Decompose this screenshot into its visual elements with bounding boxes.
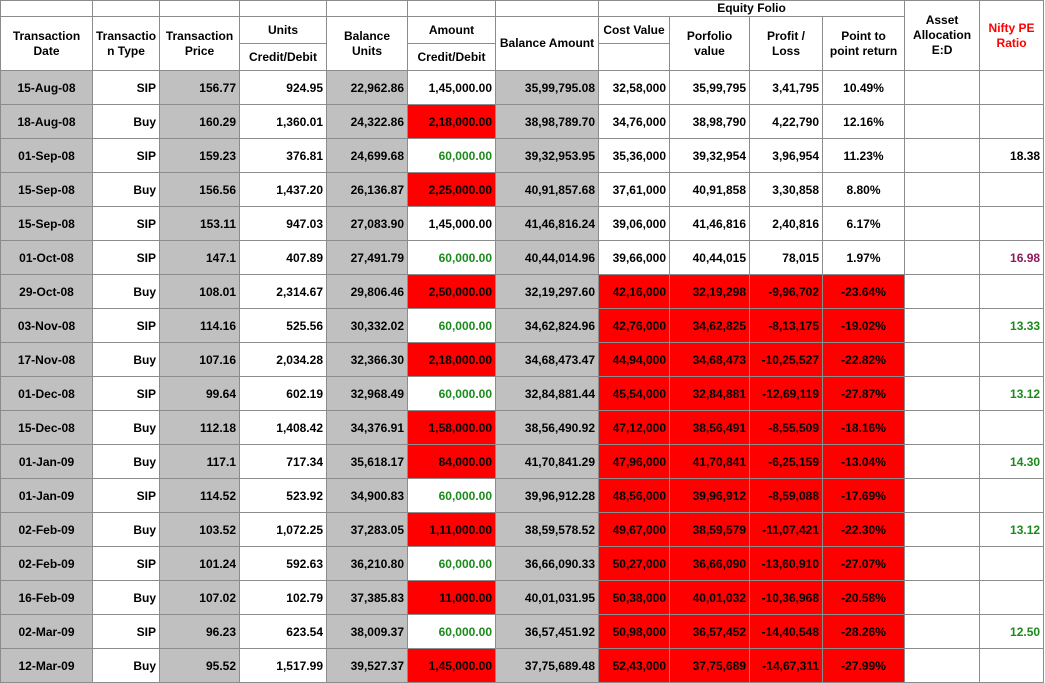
table-row (1, 411, 1044, 445)
units-cell: 947.03 (240, 207, 327, 241)
portfolio-value-cell: 38,56,491 (670, 411, 750, 445)
transaction-date-cell: 01-Oct-08 (1, 241, 93, 275)
portfolio-value-cell: 38,59,579 (670, 513, 750, 547)
profit-loss-cell: 3,41,795 (750, 71, 823, 105)
transaction-price-cell: 114.52 (160, 479, 240, 513)
header-blank (496, 1, 599, 17)
transaction-type-cell: Buy (93, 445, 160, 479)
cost-value-cell: 34,76,000 (599, 105, 670, 139)
transaction-date-cell: 15-Dec-08 (1, 411, 93, 445)
transaction-date-cell: 01-Jan-09 (1, 479, 93, 513)
portfolio-value-cell: 40,44,015 (670, 241, 750, 275)
amount-cell: 60,000.00 (408, 139, 496, 173)
cost-value-cell: 42,16,000 (599, 275, 670, 309)
portfolio-value-cell: 37,75,689 (670, 649, 750, 683)
transaction-date-cell: 03-Nov-08 (1, 309, 93, 343)
asset-allocation-cell (905, 139, 980, 173)
cost-value-cell: 47,12,000 (599, 411, 670, 445)
point-return-cell: -27.87% (823, 377, 905, 411)
balance-units-cell: 24,699.68 (327, 139, 408, 173)
transaction-price-cell: 99.64 (160, 377, 240, 411)
transaction-date-header: Transaction Date (1, 17, 93, 71)
transaction-type-cell: SIP (93, 241, 160, 275)
profit-loss-cell: -11,07,421 (750, 513, 823, 547)
amount-cell: 11,000.00 (408, 581, 496, 615)
balance-amount-cell: 40,01,031.95 (496, 581, 599, 615)
profit-loss-cell: -10,36,968 (750, 581, 823, 615)
amount-header: Amount (408, 17, 496, 44)
point-return-cell: 12.16% (823, 105, 905, 139)
transaction-type-cell: SIP (93, 479, 160, 513)
table-row (1, 105, 1044, 139)
balance-units-cell: 26,136.87 (327, 173, 408, 207)
point-return-cell: -20.58% (823, 581, 905, 615)
asset-allocation-cell (905, 411, 980, 445)
balance-amount-cell: 36,57,451.92 (496, 615, 599, 649)
amount-cell: 60,000.00 (408, 547, 496, 581)
amount-sub-header: Credit/Debit (408, 44, 496, 71)
balance-amount-cell: 36,66,090.33 (496, 547, 599, 581)
point-return-cell: -18.16% (823, 411, 905, 445)
nifty-pe-cell (980, 479, 1044, 513)
transaction-type-cell: SIP (93, 547, 160, 581)
amount-cell: 2,18,000.00 (408, 105, 496, 139)
nifty-pe-header: Nifty PE Ratio (980, 1, 1044, 71)
profit-loss-cell: -8,59,088 (750, 479, 823, 513)
transaction-price-cell: 156.56 (160, 173, 240, 207)
units-cell: 523.92 (240, 479, 327, 513)
transaction-type-cell: Buy (93, 513, 160, 547)
units-cell: 2,314.67 (240, 275, 327, 309)
amount-cell: 2,18,000.00 (408, 343, 496, 377)
transaction-date-cell: 02-Feb-09 (1, 513, 93, 547)
cost-value-cell: 48,56,000 (599, 479, 670, 513)
balance-units-cell: 34,376.91 (327, 411, 408, 445)
transaction-price-cell: 117.1 (160, 445, 240, 479)
balance-amount-cell: 32,84,881.44 (496, 377, 599, 411)
amount-cell: 1,45,000.00 (408, 649, 496, 683)
cost-value-cell: 47,96,000 (599, 445, 670, 479)
table-row (1, 343, 1044, 377)
header-blank (1, 1, 93, 17)
amount-cell: 84,000.00 (408, 445, 496, 479)
nifty-pe-cell (980, 547, 1044, 581)
amount-cell: 60,000.00 (408, 615, 496, 649)
balance-units-cell: 34,900.83 (327, 479, 408, 513)
cost-value-cell: 50,98,000 (599, 615, 670, 649)
amount-cell: 60,000.00 (408, 377, 496, 411)
equity-folio-header: Equity Folio (599, 1, 905, 17)
balance-amount-cell: 38,59,578.52 (496, 513, 599, 547)
transaction-date-cell: 02-Feb-09 (1, 547, 93, 581)
units-cell: 1,072.25 (240, 513, 327, 547)
asset-allocation-cell (905, 343, 980, 377)
transaction-price-cell: 107.16 (160, 343, 240, 377)
balance-amount-cell: 39,96,912.28 (496, 479, 599, 513)
balance-units-cell: 32,968.49 (327, 377, 408, 411)
portfolio-value-cell: 36,57,452 (670, 615, 750, 649)
transaction-date-cell: 29-Oct-08 (1, 275, 93, 309)
balance-units-header: Balance Units (327, 17, 408, 71)
amount-cell: 2,50,000.00 (408, 275, 496, 309)
transaction-price-cell: 147.1 (160, 241, 240, 275)
transaction-type-cell: SIP (93, 615, 160, 649)
balance-amount-cell: 40,44,014.96 (496, 241, 599, 275)
table-row (1, 377, 1044, 411)
balance-units-cell: 24,322.86 (327, 105, 408, 139)
transaction-price-cell: 95.52 (160, 649, 240, 683)
point-return-cell: 10.49% (823, 71, 905, 105)
transaction-type-cell: Buy (93, 105, 160, 139)
asset-allocation-cell (905, 513, 980, 547)
profit-loss-cell: -6,25,159 (750, 445, 823, 479)
nifty-pe-cell (980, 275, 1044, 309)
point-return-cell: 8.80% (823, 173, 905, 207)
transaction-price-cell: 156.77 (160, 71, 240, 105)
nifty-pe-cell (980, 173, 1044, 207)
header-blank (327, 1, 408, 17)
balance-amount-cell: 32,19,297.60 (496, 275, 599, 309)
transaction-price-cell: 153.11 (160, 207, 240, 241)
transaction-type-cell: Buy (93, 649, 160, 683)
transaction-price-cell: 159.23 (160, 139, 240, 173)
nifty-pe-cell: 13.12 (980, 513, 1044, 547)
transaction-price-cell: 160.29 (160, 105, 240, 139)
transaction-date-cell: 15-Sep-08 (1, 207, 93, 241)
point-return-cell: 1.97% (823, 241, 905, 275)
asset-allocation-cell (905, 615, 980, 649)
amount-cell: 1,58,000.00 (408, 411, 496, 445)
portfolio-value-cell: 32,84,881 (670, 377, 750, 411)
portfolio-value-cell: 40,91,858 (670, 173, 750, 207)
nifty-pe-cell (980, 105, 1044, 139)
table-row (1, 275, 1044, 309)
transaction-type-cell: SIP (93, 139, 160, 173)
cost-value-cell: 35,36,000 (599, 139, 670, 173)
point-return-header: Point to point return (823, 17, 905, 71)
nifty-pe-cell (980, 343, 1044, 377)
balance-units-cell: 37,283.05 (327, 513, 408, 547)
units-sub-header: Credit/Debit (240, 44, 327, 71)
cost-value-cell: 45,54,000 (599, 377, 670, 411)
asset-allocation-cell (905, 377, 980, 411)
balance-amount-cell: 40,91,857.68 (496, 173, 599, 207)
balance-amount-cell: 38,98,789.70 (496, 105, 599, 139)
profit-loss-cell: -8,55,509 (750, 411, 823, 445)
units-cell: 102.79 (240, 581, 327, 615)
point-return-cell: -22.82% (823, 343, 905, 377)
asset-allocation-cell (905, 309, 980, 343)
transaction-price-cell: 107.02 (160, 581, 240, 615)
cost-value-sub-header (599, 44, 670, 71)
profit-loss-cell: -14,40,548 (750, 615, 823, 649)
table-row (1, 207, 1044, 241)
nifty-pe-cell: 14.30 (980, 445, 1044, 479)
units-cell: 1,437.20 (240, 173, 327, 207)
transaction-type-cell: SIP (93, 377, 160, 411)
balance-amount-cell: 39,32,953.95 (496, 139, 599, 173)
portfolio-value-cell: 39,32,954 (670, 139, 750, 173)
asset-allocation-cell (905, 275, 980, 309)
transaction-type-cell: Buy (93, 581, 160, 615)
table-row (1, 173, 1044, 207)
units-cell: 407.89 (240, 241, 327, 275)
table-row (1, 513, 1044, 547)
nifty-pe-cell: 12.50 (980, 615, 1044, 649)
transaction-type-cell: Buy (93, 343, 160, 377)
transaction-type-cell: Buy (93, 173, 160, 207)
units-header: Units (240, 17, 327, 44)
header-blank (93, 1, 160, 17)
portfolio-value-cell: 36,66,090 (670, 547, 750, 581)
profit-loss-cell: 2,40,816 (750, 207, 823, 241)
balance-amount-cell: 34,62,824.96 (496, 309, 599, 343)
balance-amount-cell: 34,68,473.47 (496, 343, 599, 377)
transaction-date-cell: 12-Mar-09 (1, 649, 93, 683)
asset-allocation-cell (905, 241, 980, 275)
table-row (1, 445, 1044, 479)
transaction-date-cell: 16-Feb-09 (1, 581, 93, 615)
transaction-type-cell: SIP (93, 207, 160, 241)
cost-value-cell: 32,58,000 (599, 71, 670, 105)
units-cell: 376.81 (240, 139, 327, 173)
cost-value-cell: 52,43,000 (599, 649, 670, 683)
balance-amount-cell: 37,75,689.48 (496, 649, 599, 683)
amount-cell: 60,000.00 (408, 241, 496, 275)
point-return-cell: -22.30% (823, 513, 905, 547)
transaction-date-cell: 02-Mar-09 (1, 615, 93, 649)
table-row (1, 581, 1044, 615)
units-cell: 717.34 (240, 445, 327, 479)
transaction-price-header: Transaction Price (160, 17, 240, 71)
table-row (1, 241, 1044, 275)
units-cell: 1,360.01 (240, 105, 327, 139)
profit-loss-cell: 78,015 (750, 241, 823, 275)
asset-allocation-cell (905, 547, 980, 581)
units-cell: 592.63 (240, 547, 327, 581)
transaction-type-header: Transactio n Type (93, 17, 160, 71)
header-blank (408, 1, 496, 17)
balance-units-cell: 27,083.90 (327, 207, 408, 241)
portfolio-value-cell: 35,99,795 (670, 71, 750, 105)
nifty-pe-cell (980, 71, 1044, 105)
cost-value-cell: 50,27,000 (599, 547, 670, 581)
portfolio-value-cell: 39,96,912 (670, 479, 750, 513)
transaction-type-cell: Buy (93, 275, 160, 309)
cost-value-cell: 42,76,000 (599, 309, 670, 343)
point-return-cell: -17.69% (823, 479, 905, 513)
header-blank (240, 1, 327, 17)
balance-units-cell: 38,009.37 (327, 615, 408, 649)
point-return-cell: -19.02% (823, 309, 905, 343)
transaction-date-cell: 18-Aug-08 (1, 105, 93, 139)
asset-allocation-cell (905, 445, 980, 479)
table-row (1, 479, 1044, 513)
transaction-date-cell: 15-Aug-08 (1, 71, 93, 105)
transaction-price-cell: 108.01 (160, 275, 240, 309)
balance-amount-cell: 38,56,490.92 (496, 411, 599, 445)
point-return-cell: -28.26% (823, 615, 905, 649)
point-return-cell: 11.23% (823, 139, 905, 173)
amount-cell: 60,000.00 (408, 309, 496, 343)
table-row (1, 547, 1044, 581)
profit-loss-cell: -10,25,527 (750, 343, 823, 377)
table-row (1, 139, 1044, 173)
balance-units-cell: 35,618.17 (327, 445, 408, 479)
point-return-cell: 6.17% (823, 207, 905, 241)
units-cell: 623.54 (240, 615, 327, 649)
table-row (1, 309, 1044, 343)
portfolio-value-cell: 38,98,790 (670, 105, 750, 139)
profit-loss-cell: 4,22,790 (750, 105, 823, 139)
point-return-cell: -27.07% (823, 547, 905, 581)
balance-units-cell: 30,332.02 (327, 309, 408, 343)
table-row (1, 71, 1044, 105)
header-blank (160, 1, 240, 17)
transaction-type-cell: Buy (93, 411, 160, 445)
table-row (1, 649, 1044, 683)
profit-loss-cell: 3,30,858 (750, 173, 823, 207)
cost-value-cell: 49,67,000 (599, 513, 670, 547)
asset-allocation-cell (905, 479, 980, 513)
asset-allocation-cell (905, 649, 980, 683)
units-cell: 525.56 (240, 309, 327, 343)
units-cell: 1,517.99 (240, 649, 327, 683)
cost-value-cell: 44,94,000 (599, 343, 670, 377)
nifty-pe-cell (980, 411, 1044, 445)
profit-loss-header: Profit / Loss (750, 17, 823, 71)
asset-allocation-header: Asset Allocation E:D (905, 1, 980, 71)
amount-cell: 2,25,000.00 (408, 173, 496, 207)
profit-loss-cell: -13,60,910 (750, 547, 823, 581)
profit-loss-cell: -12,69,119 (750, 377, 823, 411)
portfolio-value-header: Porfolio value (670, 17, 750, 71)
units-cell: 2,034.28 (240, 343, 327, 377)
portfolio-value-cell: 34,68,473 (670, 343, 750, 377)
profit-loss-cell: -8,13,175 (750, 309, 823, 343)
balance-amount-cell: 41,46,816.24 (496, 207, 599, 241)
point-return-cell: -27.99% (823, 649, 905, 683)
amount-cell: 1,11,000.00 (408, 513, 496, 547)
balance-units-cell: 32,366.30 (327, 343, 408, 377)
amount-cell: 60,000.00 (408, 479, 496, 513)
balance-amount-cell: 35,99,795.08 (496, 71, 599, 105)
transaction-type-cell: SIP (93, 71, 160, 105)
cost-value-cell: 39,66,000 (599, 241, 670, 275)
nifty-pe-cell (980, 581, 1044, 615)
nifty-pe-cell: 16.98 (980, 241, 1044, 275)
transaction-date-cell: 01-Jan-09 (1, 445, 93, 479)
portfolio-value-cell: 41,46,816 (670, 207, 750, 241)
balance-units-cell: 39,527.37 (327, 649, 408, 683)
units-cell: 1,408.42 (240, 411, 327, 445)
balance-amount-header: Balance Amount (496, 17, 599, 71)
transaction-type-cell: SIP (93, 309, 160, 343)
balance-amount-cell: 41,70,841.29 (496, 445, 599, 479)
nifty-pe-cell: 18.38 (980, 139, 1044, 173)
cost-value-header: Cost Value (599, 17, 670, 44)
portfolio-value-cell: 32,19,298 (670, 275, 750, 309)
profit-loss-cell: 3,96,954 (750, 139, 823, 173)
balance-units-cell: 29,806.46 (327, 275, 408, 309)
profit-loss-cell: -9,96,702 (750, 275, 823, 309)
cost-value-cell: 37,61,000 (599, 173, 670, 207)
balance-units-cell: 22,962.86 (327, 71, 408, 105)
nifty-pe-cell: 13.33 (980, 309, 1044, 343)
asset-allocation-cell (905, 581, 980, 615)
cost-value-cell: 39,06,000 (599, 207, 670, 241)
profit-loss-cell: -14,67,311 (750, 649, 823, 683)
transaction-rows (1, 71, 1044, 683)
asset-allocation-cell (905, 173, 980, 207)
units-cell: 602.19 (240, 377, 327, 411)
transaction-price-cell: 101.24 (160, 547, 240, 581)
point-return-cell: -23.64% (823, 275, 905, 309)
transaction-price-cell: 112.18 (160, 411, 240, 445)
amount-cell: 1,45,000.00 (408, 71, 496, 105)
asset-allocation-cell (905, 105, 980, 139)
asset-allocation-cell (905, 71, 980, 105)
point-return-cell: -13.04% (823, 445, 905, 479)
balance-units-cell: 36,210.80 (327, 547, 408, 581)
nifty-pe-cell: 13.12 (980, 377, 1044, 411)
cost-value-cell: 50,38,000 (599, 581, 670, 615)
transaction-price-cell: 96.23 (160, 615, 240, 649)
transaction-price-cell: 103.52 (160, 513, 240, 547)
transaction-date-cell: 01-Dec-08 (1, 377, 93, 411)
nifty-pe-cell (980, 207, 1044, 241)
transaction-date-cell: 15-Sep-08 (1, 173, 93, 207)
portfolio-value-cell: 34,62,825 (670, 309, 750, 343)
portfolio-value-cell: 41,70,841 (670, 445, 750, 479)
amount-cell: 1,45,000.00 (408, 207, 496, 241)
nifty-pe-cell (980, 649, 1044, 683)
asset-allocation-cell (905, 207, 980, 241)
transaction-date-cell: 17-Nov-08 (1, 343, 93, 377)
transaction-price-cell: 114.16 (160, 309, 240, 343)
table-row (1, 615, 1044, 649)
transaction-date-cell: 01-Sep-08 (1, 139, 93, 173)
portfolio-value-cell: 40,01,032 (670, 581, 750, 615)
balance-units-cell: 27,491.79 (327, 241, 408, 275)
units-cell: 924.95 (240, 71, 327, 105)
balance-units-cell: 37,385.83 (327, 581, 408, 615)
